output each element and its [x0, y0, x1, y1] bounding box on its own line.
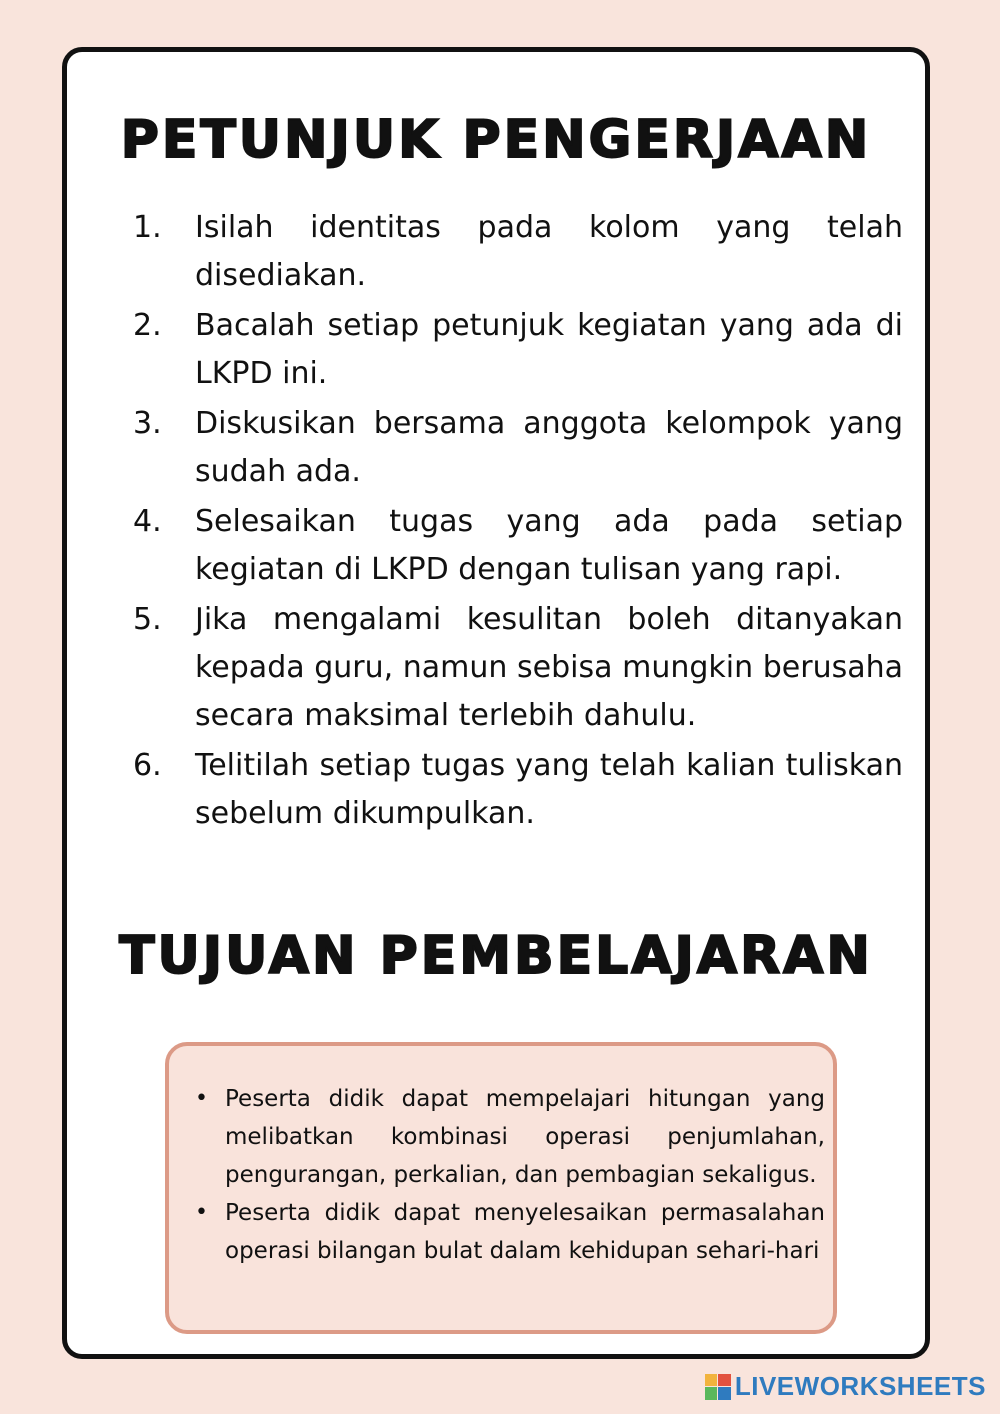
list-item — [133, 498, 903, 594]
objectives-title: TUJUAN PEMBELAJARAN — [119, 926, 873, 986]
item-number: 4. — [133, 504, 162, 539]
instructions-title: PETUNJUK PENGERJAAN — [120, 110, 872, 170]
item-text: Diskusikan bersama anggota kelompok yang sudah ada. — [195, 406, 903, 489]
instruction-card — [62, 47, 930, 1359]
item-number: 3. — [133, 406, 162, 441]
item-text: Isilah identitas pada kolom yang telah disediakan. — [195, 210, 903, 293]
item-text: Telitilah setiap tugas yang telah kalian tuliskan sebelum dikumpulkan. — [195, 748, 903, 831]
item-number: 1. — [133, 210, 162, 245]
brand-name: LIVEWORKSHEETS — [734, 1371, 986, 1401]
list-item — [133, 400, 903, 496]
item-text: Peserta didik dapat mempelajari hitungan yang melibatkan kombinasi operasi penjumlahan, pengurangan, perkalian, dan pembagian sekaligus. — [225, 1086, 825, 1188]
item-number: 6. — [133, 748, 162, 783]
list-item — [195, 1194, 825, 1270]
item-text: Jika mengalami kesulitan boleh ditanyakan kepada guru, namun sebisa mungkin berusaha secara maksimal terlebih dahulu. — [195, 602, 903, 733]
instructions-list — [133, 204, 903, 840]
bullet-icon: • — [195, 1086, 208, 1111]
bullet-icon: • — [195, 1200, 208, 1225]
item-text: Peserta didik dapat menyelesaikan permasalahan operasi bilangan bulat dalam kehidupan sehari-hari — [225, 1200, 825, 1264]
list-item — [133, 742, 903, 838]
list-item — [133, 596, 903, 740]
list-item — [133, 204, 903, 300]
list-item — [133, 302, 903, 398]
list-item — [195, 1080, 825, 1194]
item-text: Selesaikan tugas yang ada pada setiap kegiatan di LKPD dengan tulisan yang rapi. — [195, 504, 903, 587]
item-number: 5. — [133, 602, 162, 637]
objectives-list — [195, 1080, 825, 1270]
objectives-box — [165, 1042, 837, 1334]
liveworksheets-brand[interactable] — [705, 1371, 986, 1402]
item-text: Bacalah setiap petunjuk kegiatan yang ada di LKPD ini. — [195, 308, 903, 391]
item-number: 2. — [133, 308, 162, 343]
liveworksheets-logo-icon — [705, 1374, 731, 1400]
